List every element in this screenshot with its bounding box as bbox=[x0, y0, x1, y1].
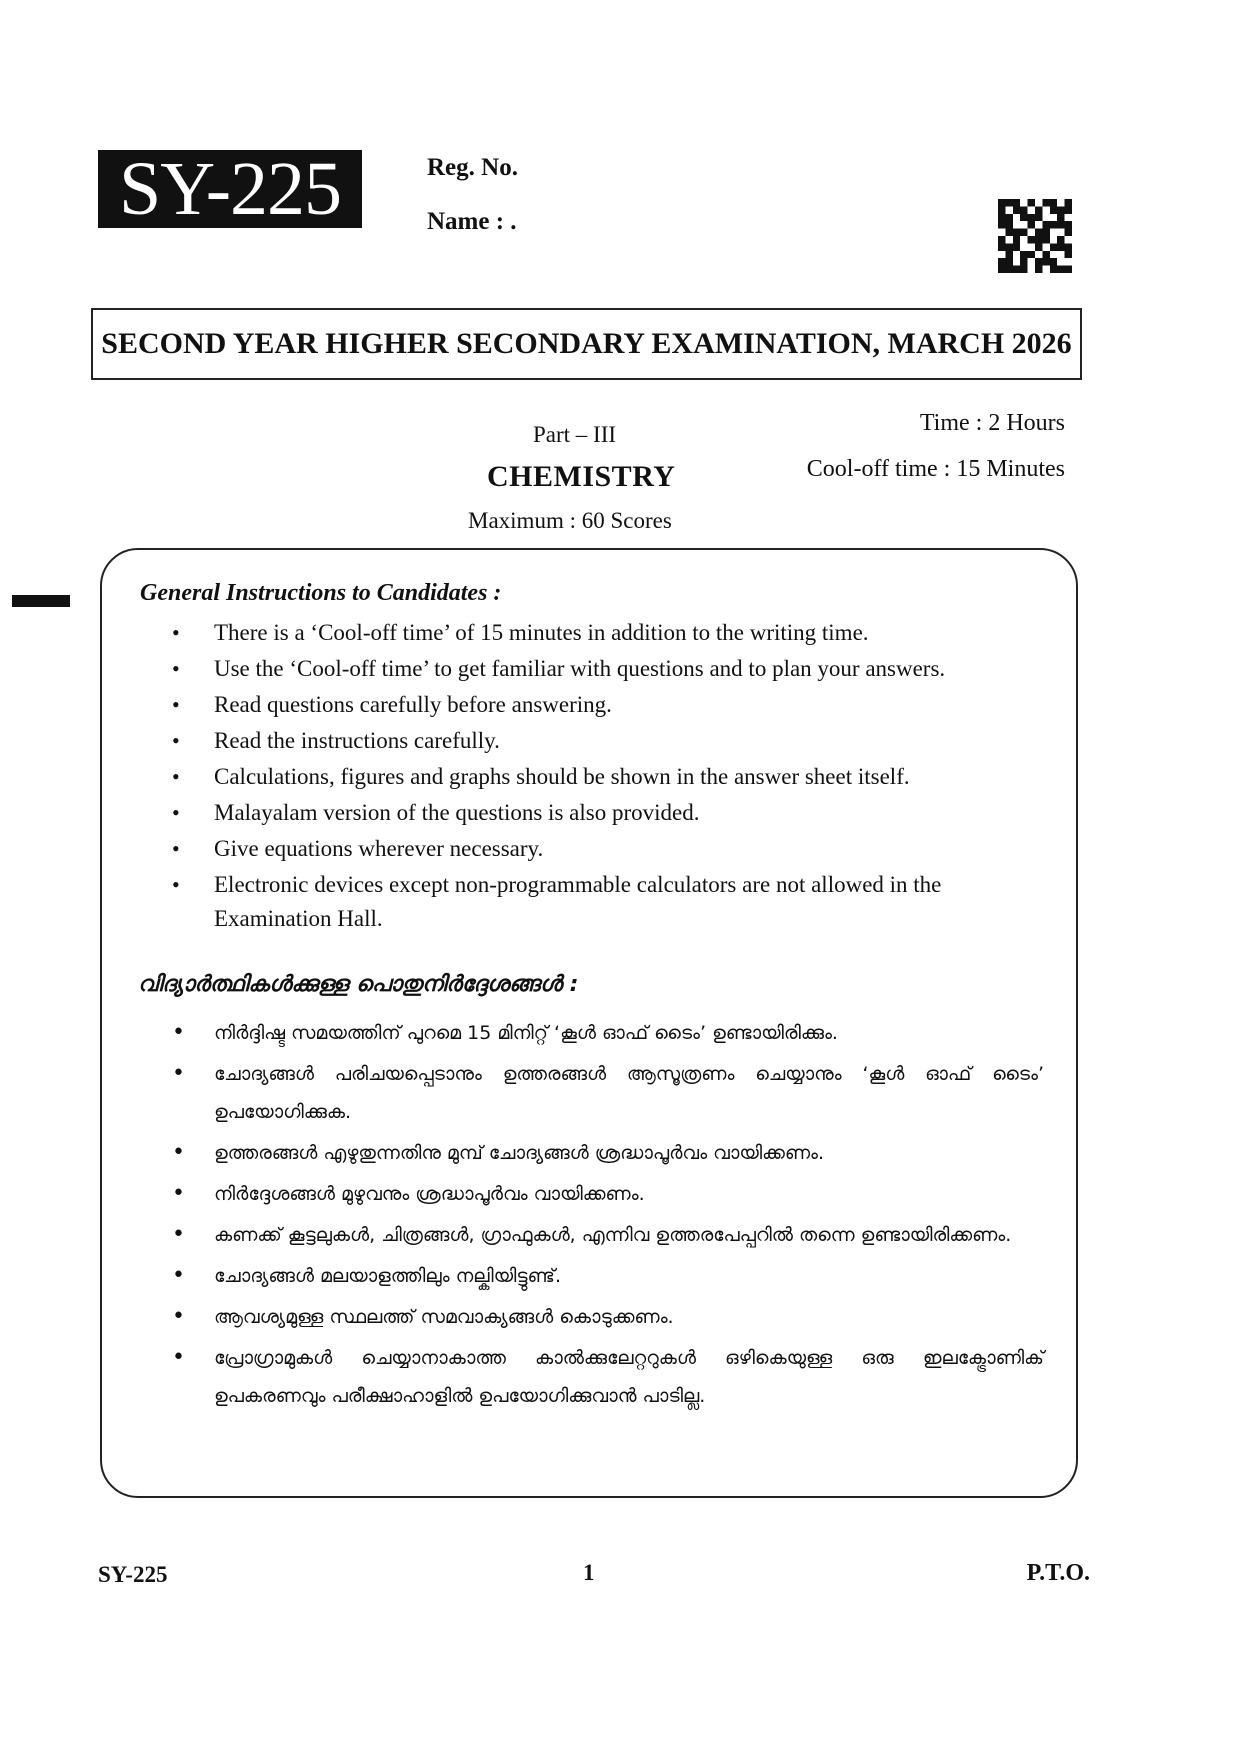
instructions-box bbox=[100, 548, 1078, 1498]
margin-mark bbox=[12, 595, 70, 607]
footer-paper-code: SY-225 bbox=[98, 1562, 168, 1587]
list-item: • പ്രോഗ്രാമുകൾ ചെയ്യാനാകാത്ത കാൽക്കുലേറ്ററുകൾ ഒഴികെയുള്ള ഒരു ഇലക്ട്രോണിക് ഉപകരണവും പരീക്ഷാഹാളിൽ ഉപയോഗിക്കുവാൻ പാടില്ല. bbox=[172, 1339, 1044, 1415]
list-item: • Use the ‘Cool-off time’ to get familiar with questions and to plan your answers. bbox=[172, 652, 1032, 686]
subject-title: CHEMISTRY bbox=[487, 460, 676, 493]
cool-off-time: Cool-off time : 15 Minutes bbox=[806, 456, 1065, 482]
list-item: • Give equations wherever necessary. bbox=[172, 832, 1032, 866]
list-item: • Electronic devices except non-programmable calculators are not allowed in the Examination Hall. bbox=[172, 868, 1032, 936]
pto-label: P.T.O. bbox=[1026, 1560, 1090, 1586]
paper-code-badge: SY-225 bbox=[98, 150, 362, 228]
name-label: Name : . bbox=[427, 208, 517, 235]
list-item: • Calculations, figures and graphs should be shown in the answer sheet itself. bbox=[172, 760, 1032, 794]
list-item: • ഉത്തരങ്ങൾ എഴുതുന്നതിനു മുമ്പ് ചോദ്യങ്ങൾ ശ്രദ്ധാപൂർവം വായിക്കണം. bbox=[172, 1134, 1044, 1172]
qr-code-icon bbox=[998, 198, 1072, 274]
list-item: • നിർദ്ദേശങ്ങൾ മുഴുവനും ശ്രദ്ധാപൂർവം വായിക്കണം. bbox=[172, 1175, 1044, 1213]
list-item: • കണക്ക് കൂട്ടലുകൾ, ചിത്രങ്ങൾ, ഗ്രാഫുകൾ, എന്നിവ ഉത്തരപേപ്പറിൽ തന്നെ ഉണ്ടായിരിക്കണം. bbox=[172, 1216, 1044, 1254]
part-label: Part – III bbox=[533, 422, 617, 447]
page-number: 1 bbox=[583, 1560, 595, 1585]
maximum-scores: Maximum : 60 Scores bbox=[468, 508, 672, 533]
instructions-heading-ml: വിദ്യാർത്ഥികൾക്കുള്ള പൊതുനിർദ്ദേശങ്ങൾ : bbox=[138, 972, 579, 997]
list-item: • ചോദ്യങ്ങൾ പരിചയപ്പെടാനും ഉത്തരങ്ങൾ ആസൂത്രണം ചെയ്യാനും ‘കൂൾ ഓഫ് ടൈം’ ഉപയോഗിക്കുക. bbox=[172, 1055, 1044, 1131]
list-item: • Malayalam version of the questions is also provided. bbox=[172, 796, 1032, 830]
list-item: • There is a ‘Cool-off time’ of 15 minutes in addition to the writing time. bbox=[172, 616, 1032, 650]
instructions-heading-en: General Instructions to Candidates : bbox=[140, 580, 502, 606]
exam-title: SECOND YEAR HIGHER SECONDARY EXAMINATION, MARCH 2026 bbox=[91, 308, 1082, 380]
list-item: • Read the instructions carefully. bbox=[172, 724, 1032, 758]
list-item: • നിർദ്ദിഷ്ട സമയത്തിന് പുറമെ 15 മിനിറ്റ് ‘കൂൾ ഓഫ് ടൈം’ ഉണ്ടായിരിക്കും. bbox=[172, 1014, 1044, 1052]
instructions-list-ml bbox=[172, 1014, 1044, 1418]
time-allowed: Time : 2 Hours bbox=[919, 410, 1065, 436]
list-item: • Read questions carefully before answering. bbox=[172, 688, 1032, 722]
reg-no-label: Reg. No. bbox=[427, 154, 518, 181]
instructions-list-en bbox=[172, 616, 1032, 938]
list-item: • ചോദ്യങ്ങൾ മലയാളത്തിലും നല്കിയിട്ടുണ്ട്. bbox=[172, 1257, 1044, 1295]
list-item: • ആവശ്യമുള്ള സ്ഥലത്ത് സമവാക്യങ്ങൾ കൊടുക്കണം. bbox=[172, 1298, 1044, 1336]
